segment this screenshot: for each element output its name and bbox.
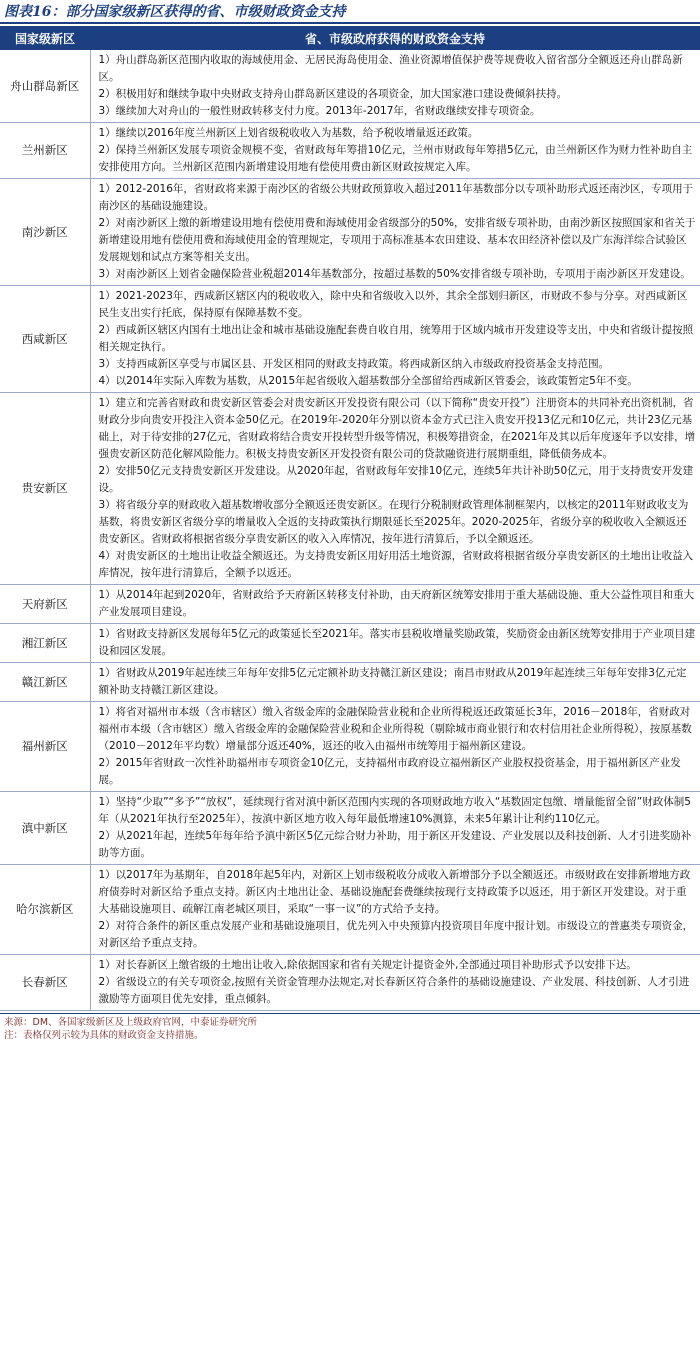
policy-item: 1）建立和完善省财政和贵安新区管委会对贵安新区开发投资有限公司（以下简称“贵安开投”）注册资本的共同补充出资机制，省财政分步向贵安开投注入资本金50亿元。在2019年-2020年分别以资本金方式已注入贵安开投13亿元和10亿元，共计23亿元基础上，对于待安排的27亿元，省财政将结合贵安开投转型升级等情况，积极筹措资金，在2021年及其以后年度逐年予以安排，增强贵安新区防范化解风险能力。积极支持贵安新区开发投资有限公司的贷款融资进行展期重组，降低债务成本。 [98, 397, 696, 460]
policy-cell [90, 393, 700, 585]
policy-item: 2）从2021年起，连续5年每年给予滇中新区5亿元综合财力补助，用于新区开发建设、产业发展以及科技创新、人才引进奖励补助等方面。 [98, 830, 692, 859]
table-row [0, 123, 700, 179]
policy-item: 1）舟山群岛新区范围内收取的海域使用金、无居民海岛使用金、渔业资源增值保护费等规费收入留省部分全额返还舟山群岛新区。 [98, 54, 683, 83]
policy-item: 2）对南沙新区上缴的新增建设用地有偿使用费和海域使用金省级部分的50%，安排省级专项补助，由南沙新区按照国家和省关于新增建设用地有偿使用费和海域使用金的管理规定，专项用于高标准基本农田建设、基本农田经济补偿以及广东海洋综合试验区发展规划和试点方案等相关支出。 [98, 217, 696, 263]
policy-cell [90, 50, 700, 123]
zone-name: 滇中新区 [0, 792, 90, 865]
policy-item: 1）将省对福州市本级（含市辖区）缴入省级金库的金融保险营业税和企业所得税返还政策延长3年，2016－2018年，省财政对福州市本级（含市辖区）缴入省级金库的金融保险营业税和企业所得税（剔除城市商业银行和农村信用社企业所得税），按原基数（2010－2012年平均数）增量部分返还40%，返还的收入由福州市统筹用于福州新区建设。 [98, 706, 692, 752]
table-row [0, 702, 700, 792]
policy-item: 4）以2014年实际入库数为基数，从2015年起省级收入超基数部分全部留给西咸新区管委会，该政策暂定5年不变。 [98, 375, 638, 387]
policy-cell [90, 585, 700, 624]
policy-item: 2）2015年省财政一次性补助福州市专项资金10亿元，支持福州市政府设立福州新区产业股权投资基金，用于福州新区产业发展。 [98, 757, 681, 786]
zone-name: 长春新区 [0, 955, 90, 1011]
policy-item: 1）以2017年为基期年，自2018年起5年内，对新区上划市级税收分成收入新增部分予以全额返还。市级财政在安排新增地方政府债券时对新区给予重点支持。新区内土地出让金、基础设施配套费继续按现行支持政策予以返还，用于新区开发建设。对于重大基础设施项目、疏解江南老城区项目，采取“一事一议”的方式给予支持。 [98, 869, 691, 915]
zone-name: 赣江新区 [0, 663, 90, 702]
policy-cell [90, 865, 700, 955]
policy-item: 1）省财政从2019年起连续三年每年安排5亿元定额补助支持赣江新区建设；南昌市财政从2019年起连续三年每年安排3亿元定额补助支持赣江新区建设。 [98, 667, 687, 696]
policy-item: 2）安排50亿元支持贵安新区开发建设。从2020年起，省财政每年安排10亿元，连续5年共计补助50亿元，用于支持贵安开发建设。 [98, 465, 694, 494]
zone-name: 西咸新区 [0, 286, 90, 393]
policy-cell [90, 792, 700, 865]
policy-item: 1）2021-2023年，西咸新区辖区内的税收收入，除中央和省级收入以外，其余全部划归新区，市财政不参与分享。对西咸新区民生支出实行托底，保持原有保障基数不变。 [98, 290, 688, 319]
policy-cell [90, 702, 700, 792]
policy-cell [90, 179, 700, 286]
policy-item: 2）省级设立的有关专项资金,按照有关资金管理办法规定,对长春新区符合条件的基础设施建设、产业发展、科技创新、人才引进激励等方面项目优先安排，重点倾斜。 [98, 976, 690, 1005]
policy-item: 2）保持兰州新区发展专项资金规模不变，省财政每年筹措10亿元，兰州市财政每年筹措5亿元，由兰州新区作为财力性补助自主安排使用方向。兰州新区范围内新增建设用地有偿使用费由新区财政按规定入库。 [98, 144, 693, 173]
zone-name: 南沙新区 [0, 179, 90, 286]
policy-item: 1）省财政支持新区发展每年5亿元的政策延长至2021年。落实市县税收增量奖励政策，奖励资金由新区统筹安排用于产业项目建设和园区发展。 [98, 628, 696, 657]
table-row [0, 955, 700, 1011]
policy-item: 3）继续加大对舟山的一般性财政转移支付力度。2013年-2017年，省财政继续安排专项资金。 [98, 105, 541, 117]
table-row [0, 50, 700, 123]
policy-item: 1）继续以2016年度兰州新区上划省级税收收入为基数，给予税收增量返还政策。 [98, 127, 479, 139]
table-row [0, 792, 700, 865]
header-zone: 国家级新区 [0, 26, 90, 50]
policy-item: 3）对南沙新区上划省金融保险营业税超2014年基数部分，按超过基数的50%安排省级专项补助，专项用于南沙新区开发建设。 [98, 268, 691, 280]
policy-item: 3）将省级分享的财政收入超基数增收部分全额返还贵安新区。在现行分税制财政管理体制框架内，以核定的2011年财政收支为基数，将贵安新区省级分享的增量收入全返的支持政策执行期限延长至2025年。2020-2025年，省级分享的税收收入全额返还贵安新区。省财政将根据省级分享贵安新区的收入入库情况，按年进行清算后，予以全额返还。 [98, 499, 689, 545]
policy-item: 1）从2014年起到2020年，省财政给予天府新区转移支付补助，由天府新区统筹安排用于重大基础设施、重大公益性项目和重大产业发展项目建设。 [98, 589, 695, 618]
table-row [0, 393, 700, 585]
zone-name: 天府新区 [0, 585, 90, 624]
policy-cell [90, 286, 700, 393]
table-row [0, 179, 700, 286]
zone-name: 贵安新区 [0, 393, 90, 585]
table-body [0, 50, 700, 1011]
policy-item: 1）坚持“少取”“多予”“放权”，延续现行省对滇中新区范围内实现的各项财政地方收入“基数固定包缴、增量能留全留”财政体制5年（从2021年执行至2025年），按滇中新区地方收入每年最低增速10%测算，未来5年累计让利约110亿元。 [98, 796, 691, 825]
policy-cell [90, 624, 700, 663]
table-note: 注：表格仅列示较为具体的财政资金支持措施。 [4, 1030, 204, 1041]
figure-title: 图表16：部分国家级新区获得的省、市级财政资金支持 [0, 0, 700, 24]
policy-item: 3）支持西咸新区享受与市属区县、开发区相同的财政支持政策。将西咸新区纳入市级政府投资基金支持范围。 [98, 358, 610, 370]
footer [0, 1013, 700, 1042]
table-row [0, 663, 700, 702]
table-row [0, 865, 700, 955]
zone-name: 福州新区 [0, 702, 90, 792]
zone-name: 兰州新区 [0, 123, 90, 179]
table-row [0, 624, 700, 663]
policy-item: 2）积极用好和继续争取中央财政支持舟山群岛新区建设的各项资金，加大国家港口建设费倾斜扶持。 [98, 88, 568, 100]
funding-table [0, 26, 700, 1011]
policy-item: 1）2012-2016年，省财政将来源于南沙区的省级公共财政预算收入超过2011年基数部分以专项补助形式返还南沙区，专项用于南沙区的基础设施建设。 [98, 183, 694, 212]
zone-name: 湘江新区 [0, 624, 90, 663]
policy-cell [90, 123, 700, 179]
policy-item: 2）对符合条件的新区重点发展产业和基础设施项目，优先列入中央预算内投资项目年度中报计划。市级设立的普惠类专项资金，对新区给予重点支持。 [98, 920, 694, 949]
zone-name: 舟山群岛新区 [0, 50, 90, 123]
header-support: 省、市级政府获得的财政资金支持 [90, 26, 700, 50]
source-note: 来源：DM、各国家级新区及上级政府官网，中泰证券研究所 [4, 1017, 258, 1028]
policy-item: 4）对贵安新区的土地出让收益全额返还。为支持贵安新区用好用活土地资源，省财政将根据省级分享贵安新区的土地出让收益入库情况，按年进行清算后，全额予以返还。 [98, 550, 694, 579]
policy-cell [90, 955, 700, 1011]
table-header-row [0, 26, 700, 50]
zone-name: 哈尔滨新区 [0, 865, 90, 955]
policy-item: 2）西咸新区辖区内国有土地出让金和城市基础设施配套费自收自用，统筹用于区域内城市开发建设等支出，中央和省级计提按照相关规定执行。 [98, 324, 694, 353]
policy-cell [90, 663, 700, 702]
table-row [0, 585, 700, 624]
policy-item: 1）对长春新区上缴省级的土地出让收入,除依据国家和省有关规定计提资金外,全部通过项目补助形式予以安排下达。 [98, 959, 637, 971]
table-row [0, 286, 700, 393]
